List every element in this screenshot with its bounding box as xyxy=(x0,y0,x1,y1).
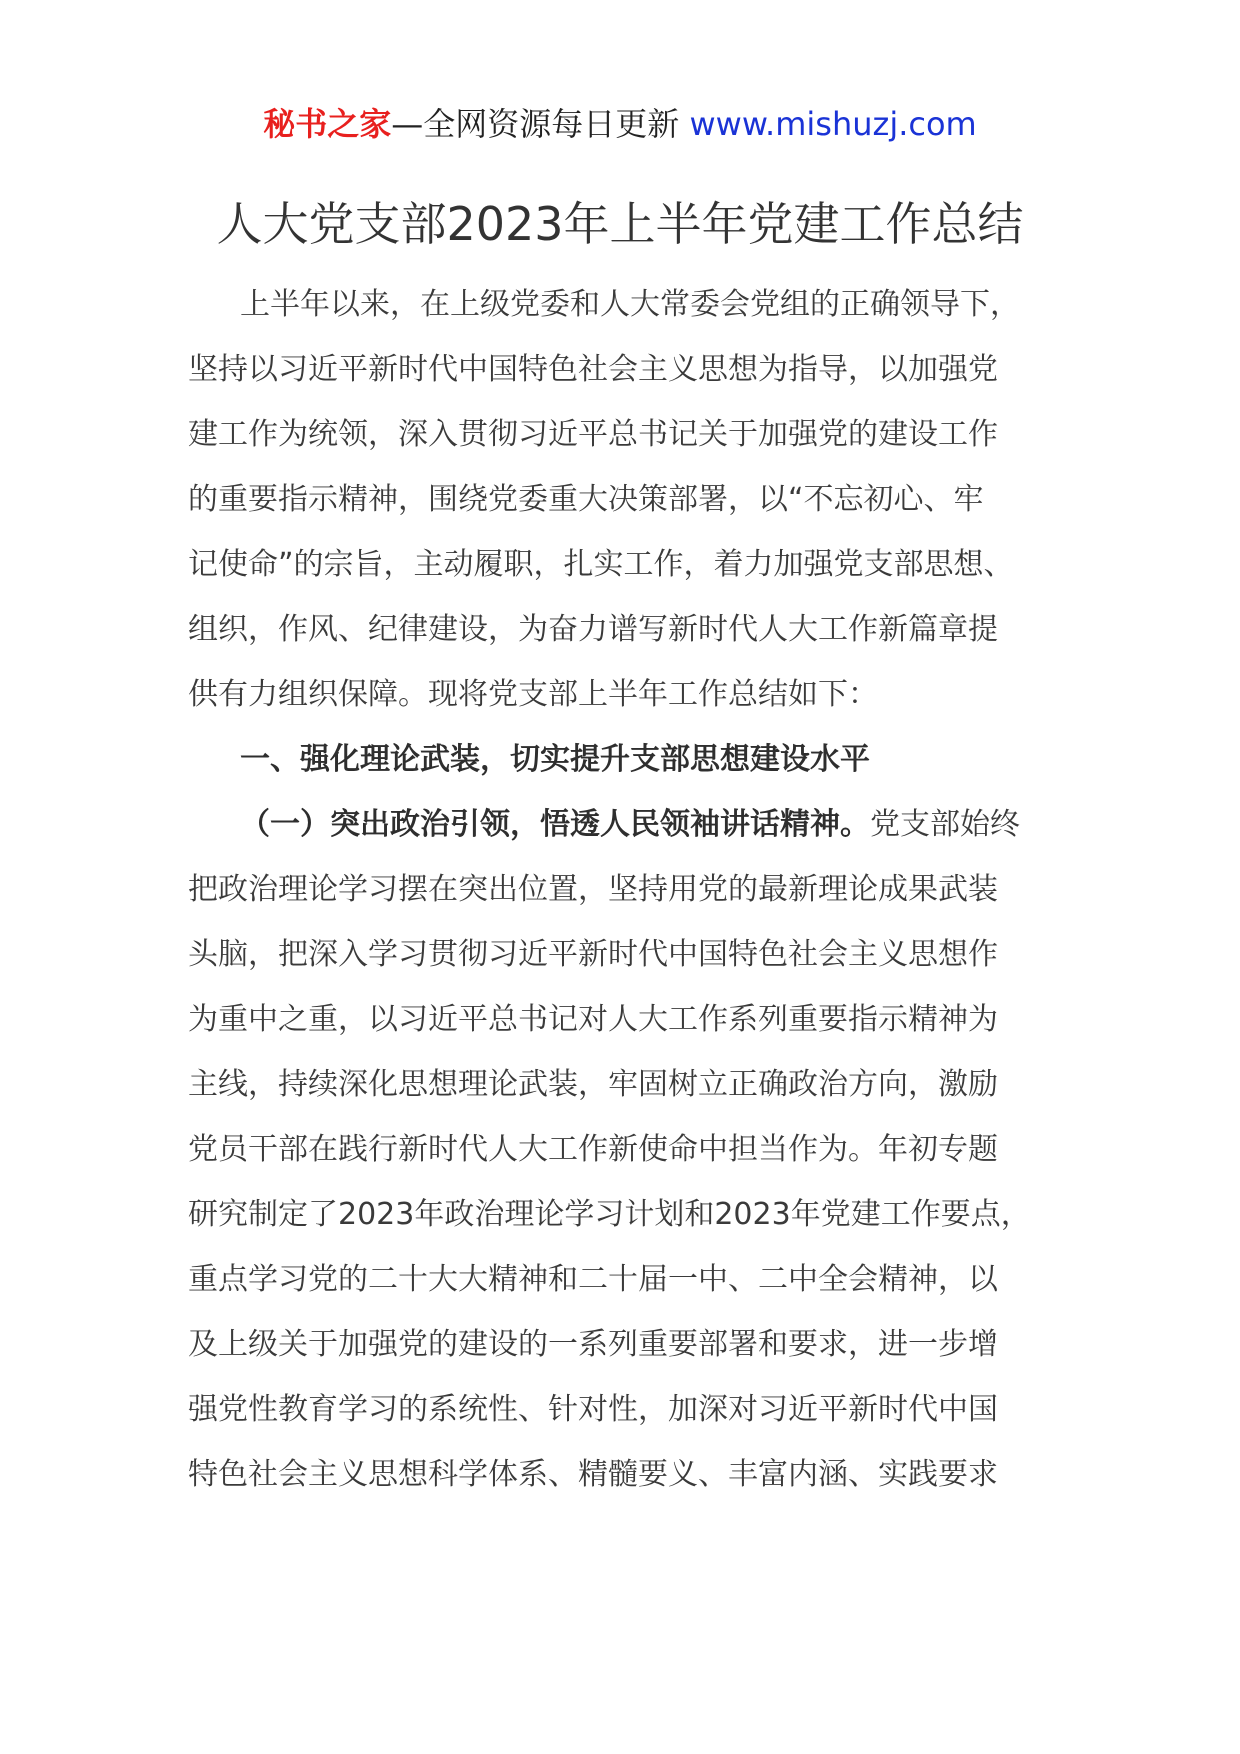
paragraph-line: 重点学习党的二十大大精神和二十届一中、二中全会精神，以 xyxy=(188,1262,998,1297)
paragraph-line: 党员干部在践行新时代人大工作新使命中担当作为。年初专题 xyxy=(188,1132,998,1167)
paragraph-line: 把政治理论学习摆在突出位置，坚持用党的最新理论成果武装 xyxy=(188,872,998,907)
paragraph-line: 主线，持续深化思想理论武装，牢固树立正确政治方向，激励 xyxy=(188,1067,998,1102)
paragraph-line: 的重要指示精神，围绕党委重大决策部署，以“不忘初心、牢 xyxy=(188,482,984,517)
paragraph-line: 组织，作风、纪律建设，为奋力谱写新时代人大工作新篇章提 xyxy=(188,612,998,647)
paragraph-line: 研究制定了2023年政治理论学习计划和2023年党建工作要点， xyxy=(188,1197,1031,1232)
site-header xyxy=(0,100,1240,148)
document-title: 人大党支部2023年上半年党建工作总结 xyxy=(216,197,1024,251)
subsection-heading: （一）突出政治引领，悟透人民领袖讲话精神。 xyxy=(240,807,870,842)
paragraph-line: 坚持以习近平新时代中国特色社会主义思想为指导，以加强党 xyxy=(188,352,998,387)
brand-name: 秘书之家 xyxy=(263,105,392,143)
paragraph-line: 及上级关于加强党的建设的一系列重要部署和要求，进一步增 xyxy=(188,1327,998,1362)
paragraph-line: 为重中之重，以习近平总书记对人大工作系列重要指示精神为 xyxy=(188,1002,998,1037)
paragraph-line: 建工作为统领，深入贯彻习近平总书记关于加强党的建设工作 xyxy=(188,417,998,452)
paragraph-line: 强党性教育学习的系统性、针对性，加深对习近平新时代中国 xyxy=(188,1392,998,1427)
paragraph-text: 党支部始终 xyxy=(870,807,1020,842)
paragraph-line: 供有力组织保障。现将党支部上半年工作总结如下： xyxy=(188,677,878,712)
website-link[interactable]: www.mishuzj.com xyxy=(689,105,977,143)
header-slogan: —全网资源每日更新 xyxy=(391,105,680,143)
paragraph-line: 上半年以来，在上级党委和人大常委会党组的正确领导下， xyxy=(240,287,1020,322)
paragraph-line: 记使命”的宗旨，主动履职，扎实工作，着力加强党支部思想、 xyxy=(188,547,1014,582)
subsection-first-line xyxy=(188,792,1068,857)
document-body xyxy=(188,272,1068,1507)
paragraph-line: 头脑，把深入学习贯彻习近平新时代中国特色社会主义思想作 xyxy=(188,937,998,972)
section-heading: 一、强化理论武装，切实提升支部思想建设水平 xyxy=(240,742,870,777)
paragraph-line: 特色社会主义思想科学体系、精髓要义、丰富内涵、实践要求 xyxy=(188,1457,998,1492)
